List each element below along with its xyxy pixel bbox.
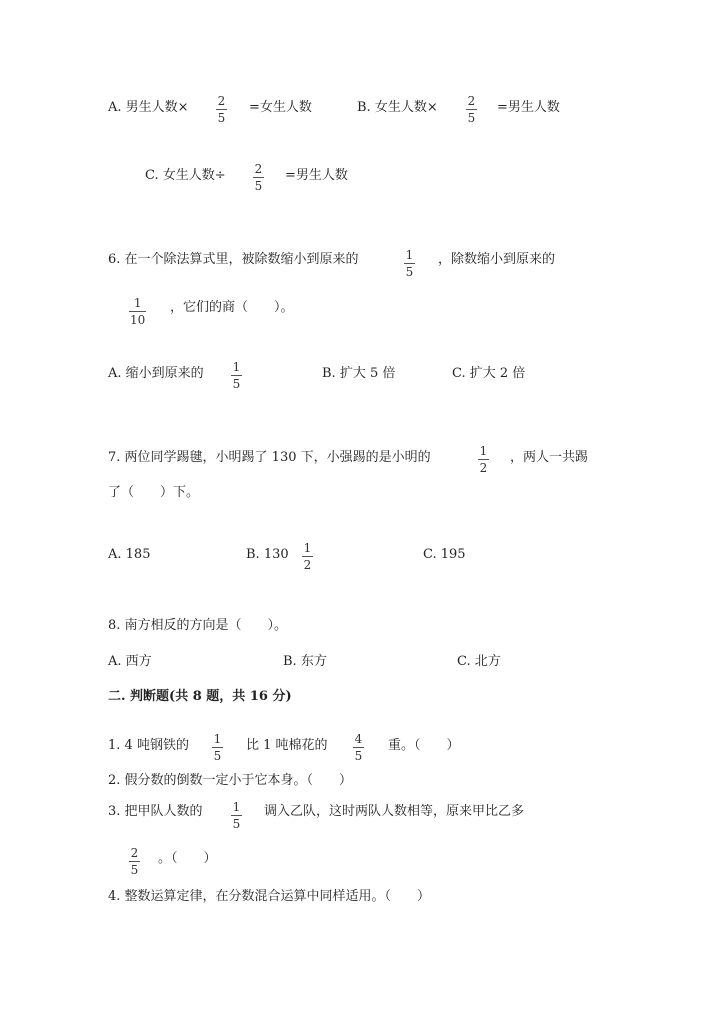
j4-text: 4. 整数运算定律，在分数混合运算中同样适用。（ ） [108, 889, 431, 904]
fraction-denominator: 5 [130, 863, 139, 877]
fraction-denominator: 5 [232, 377, 241, 391]
q7-text-part3: 了（ ）下。 [108, 485, 200, 500]
fraction-numerator: 1 [405, 248, 414, 262]
q6-text-part1: 6. 在一个除法算式里，被除数缩小到原来的 [108, 252, 359, 267]
fraction-bar [253, 177, 264, 178]
fraction-numerator: 1 [479, 444, 488, 458]
q7-fraction [478, 444, 489, 475]
fraction-bar [231, 375, 242, 376]
fraction-numerator: 1 [213, 732, 222, 746]
q6-option-b: B. 扩大 5 倍 [322, 366, 396, 381]
fraction-denominator: 2 [303, 558, 312, 572]
q5-option-c-suffix: =男生人数 [285, 168, 348, 183]
fraction-denominator: 10 [130, 313, 146, 327]
fraction-denominator: 5 [254, 179, 263, 193]
q7-text-part1: 7. 两位同学踢毽，小明踢了 130 下，小强踢的是小明的 [108, 450, 431, 465]
q8-option-c: C. 北方 [457, 654, 501, 669]
j3-text-part3: 。（ ） [158, 851, 217, 866]
q8-text: 8. 南方相反的方向是（ ）。 [108, 618, 288, 633]
fraction-bar [129, 311, 146, 312]
fraction-denominator: 5 [213, 749, 222, 763]
fraction-denominator: 5 [354, 749, 363, 763]
fraction-numerator: 2 [217, 94, 226, 108]
j1-fraction-2 [353, 732, 364, 763]
fraction-denominator: 5 [232, 817, 241, 831]
fraction-bar [231, 815, 242, 816]
fraction-bar [212, 747, 223, 748]
q5-option-b-suffix: =男生人数 [497, 100, 560, 115]
q6-option-a-fraction [231, 360, 242, 391]
fraction-denominator: 5 [217, 111, 226, 125]
j1-text-part1: 1. 4 吨钢铁的 [108, 738, 189, 753]
fraction-numerator: 1 [232, 800, 241, 814]
fraction-bar [302, 556, 313, 557]
j3-text-part2: 调入乙队，这时两队人数相等，原来甲比乙多 [264, 804, 525, 819]
q6-text-part2: ，除数缩小到原来的 [438, 252, 556, 267]
q6-option-a: A. 缩小到原来的 [108, 366, 204, 381]
q6-text-part3: ，它们的商（ ）。 [170, 300, 294, 315]
j3-fraction-2 [129, 846, 140, 877]
fraction-bar [216, 109, 227, 110]
fraction-bar [466, 109, 477, 110]
q7-text-part2: ，两人一共踢 [510, 450, 589, 465]
fraction-denominator: 5 [467, 111, 476, 125]
q5-option-c-prefix: C. 女生人数÷ [145, 168, 226, 183]
fraction-denominator: 2 [479, 461, 488, 475]
q5-option-a-fraction [216, 94, 227, 125]
j3-text-part1: 3. 把甲队人数的 [108, 804, 203, 819]
fraction-numerator: 2 [467, 94, 476, 108]
q8-option-a: A. 西方 [108, 654, 152, 669]
j3-fraction-1 [231, 800, 242, 831]
j1-text-part2: 比 1 吨棉花的 [246, 738, 328, 753]
fraction-numerator: 1 [232, 360, 241, 374]
fraction-bar [478, 459, 489, 460]
q7-option-a: A. 185 [108, 547, 151, 562]
section-title: 二. 判断题(共 8 题，共 16 分) [108, 689, 292, 704]
q7-option-c: C. 195 [423, 547, 466, 562]
q6-fraction-2 [129, 296, 146, 327]
q6-option-c: C. 扩大 2 倍 [452, 366, 526, 381]
fraction-denominator: 5 [405, 265, 414, 279]
q8-option-b: B. 东方 [283, 654, 327, 669]
q7-option-b-fraction [302, 541, 313, 572]
fraction-bar [353, 747, 364, 748]
q5-option-a-suffix: =女生人数 [249, 100, 312, 115]
fraction-numerator: 1 [303, 541, 312, 555]
q6-fraction-1 [404, 248, 415, 279]
j2-text: 2. 假分数的倒数一定小于它本身。（ ） [108, 773, 353, 788]
j1-fraction-1 [212, 732, 223, 763]
fraction-numerator: 4 [354, 732, 363, 746]
q5-option-a-prefix: A. 男生人数× [108, 100, 189, 115]
q5-option-b-fraction [466, 94, 477, 125]
j1-text-part3: 重。（ ） [388, 738, 460, 753]
q5-option-b-prefix: B. 女生人数× [357, 100, 438, 115]
fraction-bar [404, 263, 415, 264]
fraction-bar [129, 861, 140, 862]
q5-option-c-fraction [253, 162, 264, 193]
fraction-numerator: 2 [130, 846, 139, 860]
fraction-numerator: 2 [254, 162, 263, 176]
fraction-numerator: 1 [133, 296, 142, 310]
q7-option-b: B. 130 [246, 547, 289, 562]
